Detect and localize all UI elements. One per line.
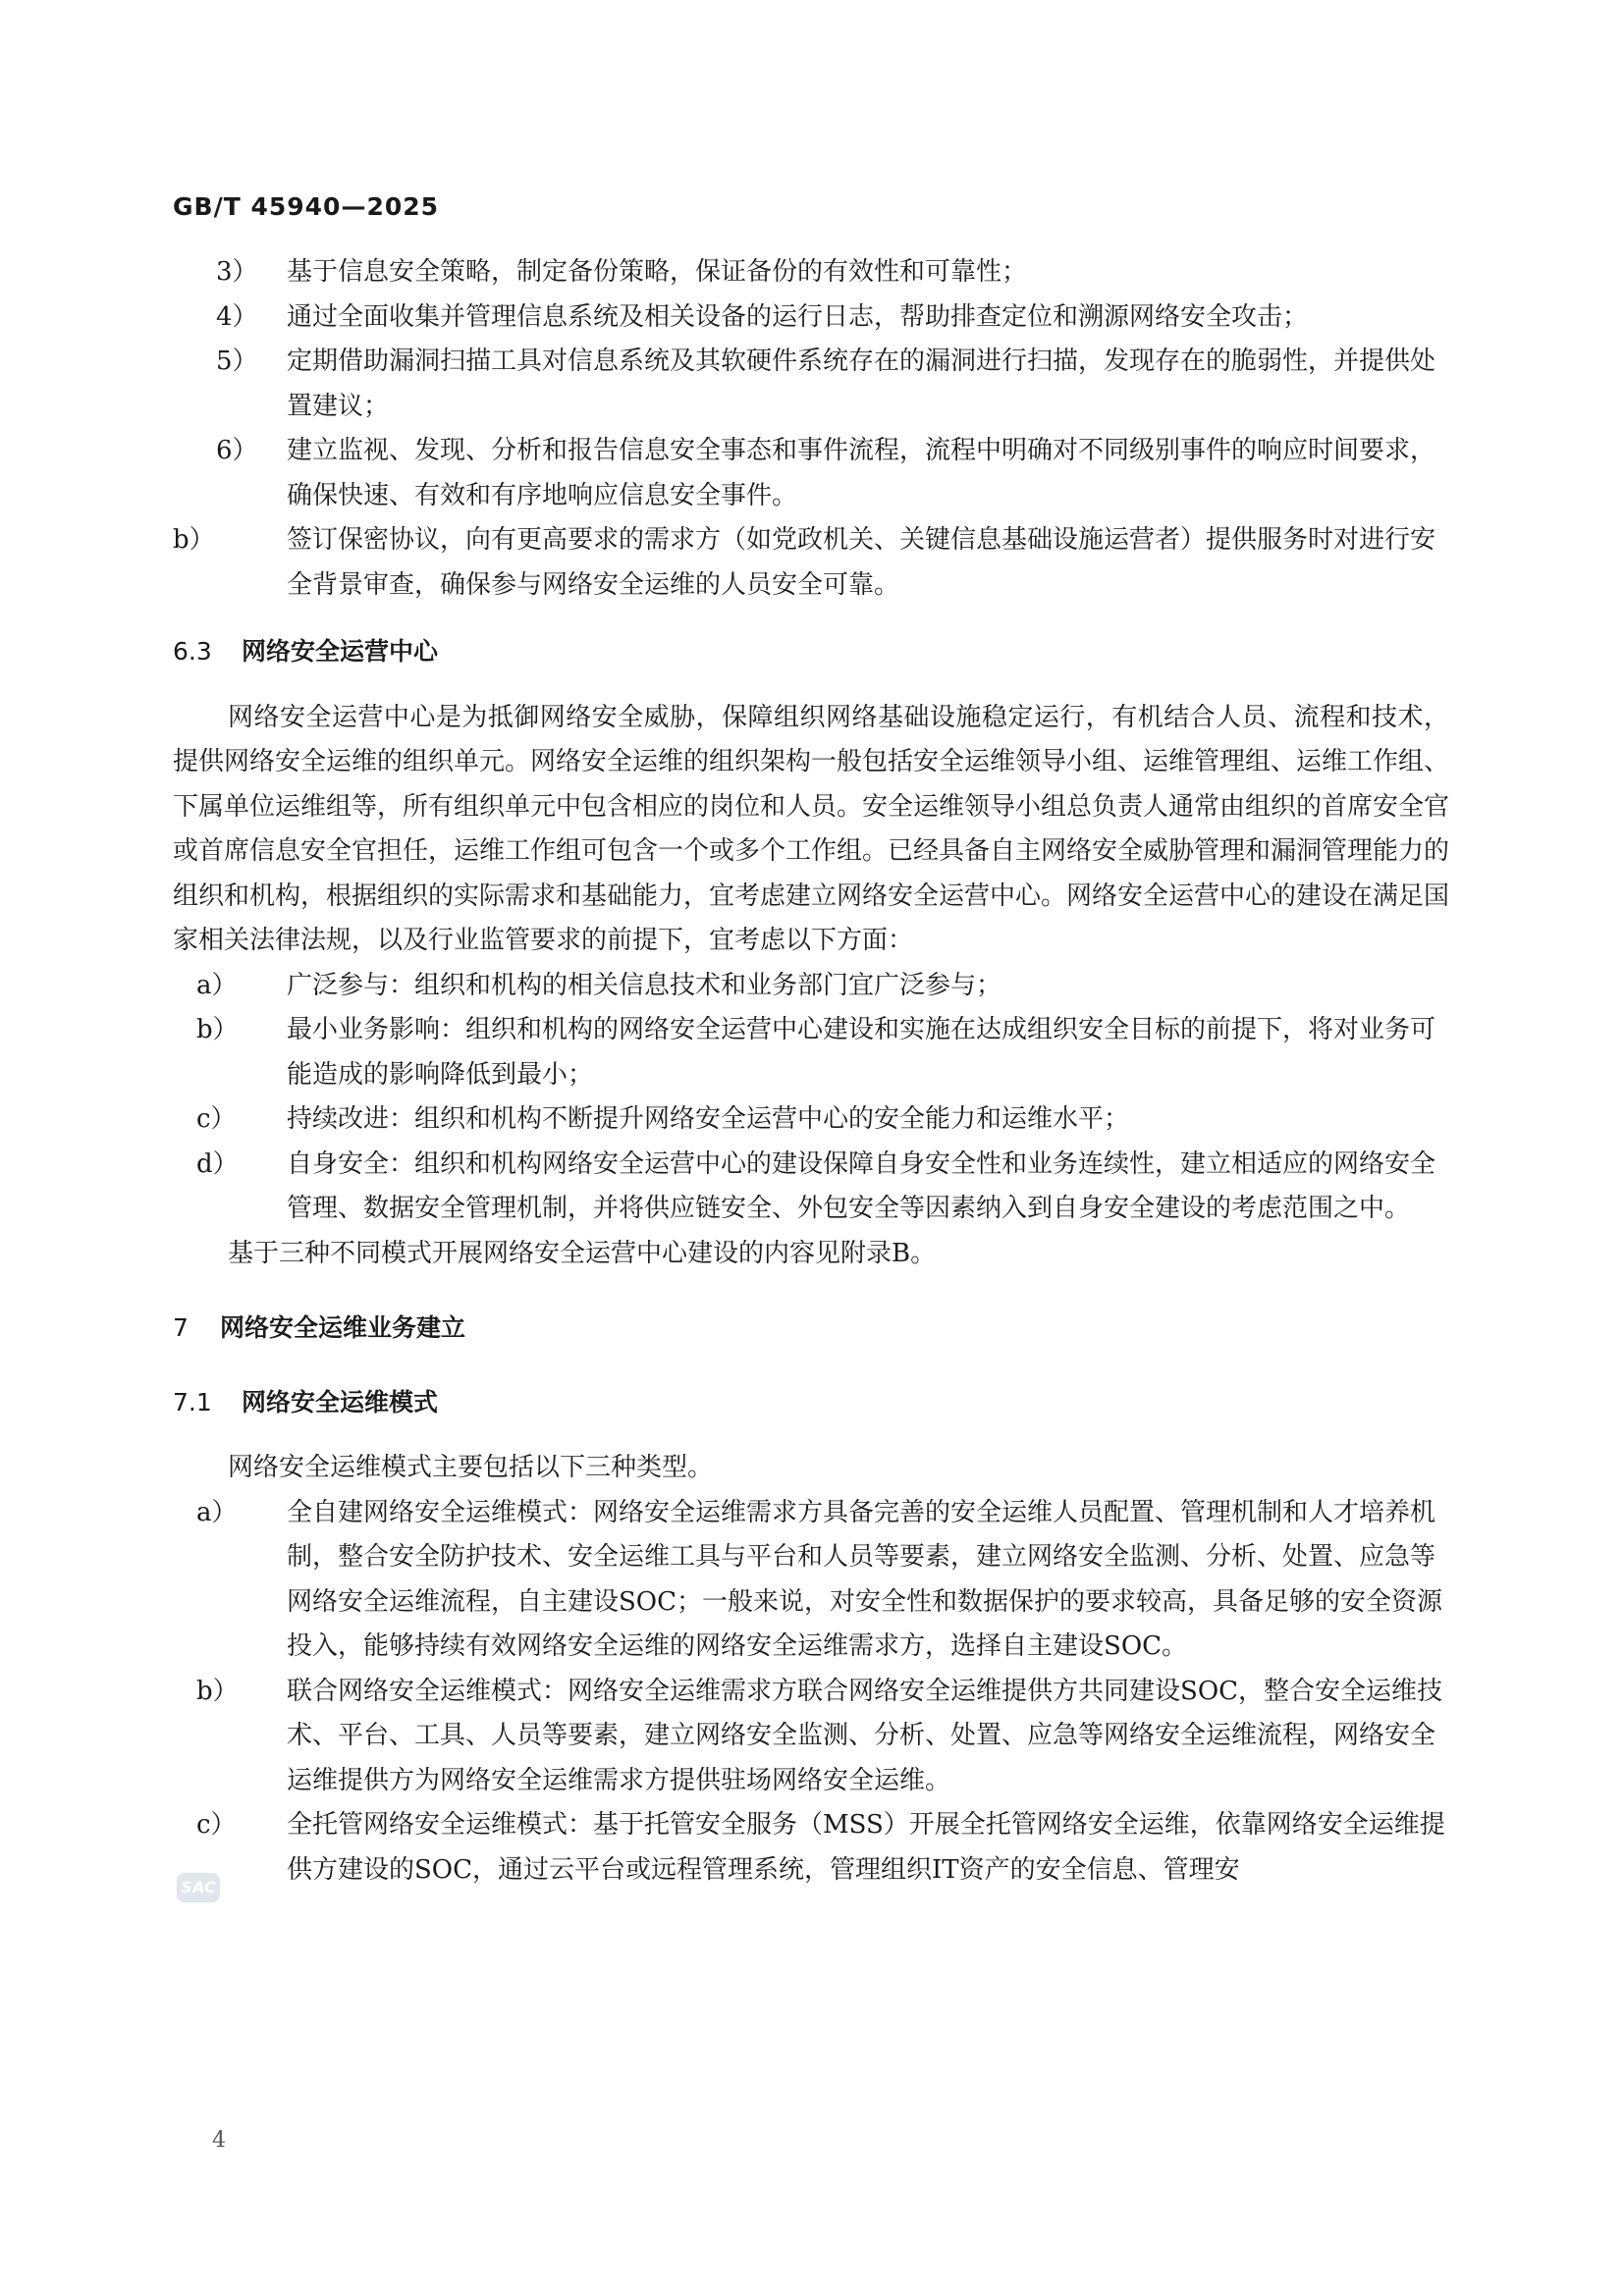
page-number: 4	[212, 2128, 226, 2153]
list-item	[216, 429, 1449, 518]
list-item	[196, 1803, 1449, 1893]
list-item-text: 基于信息安全策略，制定备份策略，保证备份的有效性和可靠性；	[287, 257, 1028, 287]
section-number: 7	[173, 1313, 189, 1342]
list-item-text: 定期借助漏洞扫描工具对信息系统及其软硬件系统存在的漏洞进行扫描，发现存在的脆弱性，并提供处置建议；	[287, 347, 1436, 421]
list-item-text: 广泛参与：组织和机构的相关信息技术和业务部门宜广泛参与；	[287, 970, 1002, 1000]
standard-code: GB/T 45940—2025	[173, 192, 440, 221]
list-item	[216, 295, 1449, 341]
section-title: 网络安全运营中心	[242, 637, 439, 666]
list-item	[216, 340, 1449, 429]
list-item-label: b）	[196, 1676, 239, 1706]
list-item	[196, 1008, 1449, 1097]
list-item-text: 自身安全：组织和机构网络安全运营中心的建设保障自身安全性和业务连续性，建立相适应的网络安全管理、数据安全管理机制，并将供应链安全、外包安全等因素纳入到自身安全建设的考虑范围之中。	[287, 1148, 1436, 1223]
list-item	[196, 964, 1449, 1009]
list-item-text: 签订保密协议，向有更高要求的需求方（如党政机关、关键信息基础设施运营者）提供服务时对进行安全背景审查，确保参与网络安全运维的人员安全可靠。	[287, 525, 1436, 600]
section-number: 6.3	[173, 637, 212, 666]
list-item-label: b）	[173, 525, 215, 555]
list-item-text: 建立监视、发现、分析和报告信息安全事态和事件流程，流程中明确对不同级别事件的响应时间要求，确保快速、有效和有序地响应信息安全事件。	[287, 436, 1436, 510]
section-title: 网络安全运维业务建立	[220, 1313, 466, 1342]
list-item-label: a）	[196, 970, 238, 1000]
list-item-text: 通过全面收集并管理信息系统及相关设备的运行日志，帮助排查定位和溯源网络安全攻击；	[287, 301, 1309, 332]
section-heading-7	[173, 1306, 1449, 1351]
list-item-label: c）	[196, 1104, 237, 1134]
list-item-label: d）	[196, 1148, 239, 1179]
list-item-text: 联合网络安全运维模式：网络安全运维需求方联合网络安全运维提供方共同建设SOC，整合安全运维技术、平台、工具、人员等要素，建立网络安全监测、分析、处置、应急等网络安全运维流程，网络安全运维提供方为网络安全运维需求方提供驻场网络安全运维。	[287, 1676, 1443, 1795]
sac-watermark-logo: SAC	[177, 1873, 220, 1902]
list-item-text: 持续改进：组织和机构不断提升网络安全运营中心的安全能力和运维水平；	[287, 1104, 1130, 1134]
list-item-text: 全托管网络安全运维模式：基于托管安全服务（MSS）开展全托管网络安全运维，依靠网络安全运维提供方建设的SOC，通过云平台或远程管理系统，管理组织IT资产的安全信息、管理安	[287, 1810, 1445, 1885]
section-number: 7.1	[173, 1387, 212, 1416]
list-item	[196, 1097, 1449, 1143]
paragraph: 网络安全运维模式主要包括以下三种类型。	[228, 1453, 714, 1482]
section-heading-7-1	[173, 1380, 1449, 1425]
list-item-label: a）	[196, 1497, 238, 1527]
list-item-label: 3）	[216, 257, 258, 287]
list-item-label: 5）	[216, 347, 258, 376]
list-item-label: b）	[196, 1015, 239, 1044]
section-heading-6-3	[173, 629, 1449, 674]
list-item	[196, 1670, 1449, 1804]
list-item-text: 全自建网络安全运维模式：网络安全运维需求方具备完善的安全运维人员配置、管理机制和人才培养机制，整合安全防护技术、安全运维工具与平台和人员等要素，建立网络安全监测、分析、处置、应急等网络安全运维流程，自主建设SOC；一般来说，对安全性和数据保护的要求较高，具备足够的安全资源投入，能够持续有效网络安全运维的网络安全运维需求方，选择自主建设SOC。	[287, 1497, 1443, 1661]
list-item	[173, 518, 1449, 608]
section-title: 网络安全运维模式	[242, 1387, 439, 1416]
list-item-label: 4）	[216, 301, 258, 332]
page-content	[173, 250, 1449, 1893]
list-item	[196, 1143, 1449, 1232]
paragraph: 网络安全运营中心是为抵御网络安全威胁，保障组织网络基础设施稳定运行，有机结合人员、流程和技术，提供网络安全运维的组织单元。网络安全运维的组织架构一般包括安全运维领导小组、运维管理组、运维工作组、下属单位运维组等，所有组织单元中包含相应的岗位和人员。安全运维领导小组总负责人通常由组织的首席安全官或首席信息安全官担任，运维工作组可包含一个或多个工作组。已经具备自主网络安全威胁管理和漏洞管理能力的组织和机构，根据组织的实际需求和基础能力，宜考虑建立网络安全运营中心。网络安全运营中心的建设在满足国家相关法律法规，以及行业监管要求的前提下，宜考虑以下方面：	[173, 702, 1450, 955]
list-item	[196, 1491, 1449, 1670]
list-item-text: 最小业务影响：组织和机构的网络安全运营中心建设和实施在达成组织安全目标的前提下，将对业务可能造成的影响降低到最小；	[287, 1015, 1436, 1090]
list-item-label: c）	[196, 1810, 237, 1840]
paragraph: 基于三种不同模式开展网络安全运营中心建设的内容见附录B。	[228, 1238, 937, 1268]
list-item	[216, 250, 1449, 295]
list-item-label: 6）	[216, 436, 258, 465]
